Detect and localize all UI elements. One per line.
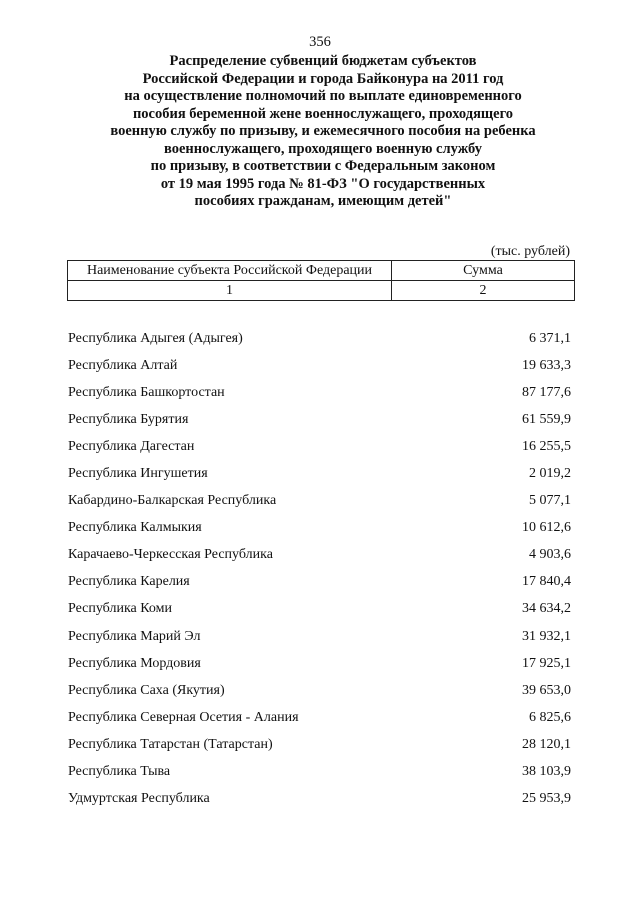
table-row	[68, 704, 571, 731]
unit-label: (тыс. рублей)	[490, 244, 570, 259]
table-row	[68, 515, 571, 542]
title-line: пособия беременной жене военнослужащего, проходящего	[132, 105, 514, 122]
title-line: по призыву, в соответствии с Федеральным законом	[150, 158, 496, 174]
table-row	[68, 542, 571, 569]
subject-name: Республика Бурятия	[68, 411, 189, 427]
subject-sum: 87 177,6	[522, 384, 571, 400]
table-row	[68, 406, 571, 433]
title-line: от 19 мая 1995 года № 81-ФЗ "О государственных	[160, 175, 486, 192]
subject-name: Республика Ингушетия	[68, 466, 208, 482]
table-header	[67, 260, 575, 301]
table-row	[68, 731, 571, 758]
subject-sum: 5 077,1	[529, 493, 571, 509]
table-row	[68, 379, 571, 406]
subject-sum: 31 932,1	[522, 628, 571, 644]
subject-name: Республика Марий Эл	[68, 628, 201, 644]
title-line: на осуществление полномочий по выплате единовременного	[124, 88, 522, 104]
subject-sum: 34 634,2	[522, 601, 571, 617]
table-row	[68, 623, 571, 650]
subject-name: Республика Дагестан	[68, 438, 195, 454]
table-row	[68, 325, 571, 352]
subject-sum: 17 840,4	[522, 574, 571, 590]
title-line: Российской Федерации и города Байконура на 2011 год	[142, 70, 504, 87]
table-row	[68, 488, 571, 515]
subject-name: Удмуртская Республика	[68, 791, 210, 807]
subject-name: Карачаево-Черкесская Республика	[68, 547, 273, 563]
subject-name: Республика Адыгея (Адыгея)	[68, 330, 243, 346]
subject-sum: 6 371,1	[529, 330, 571, 346]
subject-name: Республика Татарстан (Татарстан)	[68, 736, 273, 752]
subject-sum: 19 633,3	[522, 357, 571, 373]
subject-name: Кабардино-Балкарская Республика	[68, 493, 277, 509]
subject-sum: 25 953,9	[522, 791, 571, 807]
subject-name: Республика Калмыкия	[68, 520, 202, 536]
column-number-2: 2	[392, 281, 575, 301]
subject-sum: 61 559,9	[522, 411, 571, 427]
table-row	[68, 352, 571, 379]
table-row	[68, 759, 571, 786]
subject-name: Республика Северная Осетия - Алания	[68, 709, 299, 725]
subject-sum: 39 653,0	[522, 682, 571, 698]
title-line: военнослужащего, проходящего военную службу	[164, 140, 482, 157]
column-number-row	[68, 281, 575, 301]
subject-name: Республика Тыва	[68, 764, 171, 780]
table-row	[68, 596, 571, 623]
subject-name: Республика Саха (Якутия)	[68, 682, 225, 698]
subject-name: Республика Карелия	[68, 574, 190, 590]
table-row	[68, 460, 571, 487]
subject-sum: 6 825,6	[529, 709, 571, 725]
header-row	[68, 261, 575, 281]
table-row	[68, 650, 571, 677]
subject-name: Республика Коми	[68, 601, 172, 617]
subject-list	[68, 325, 571, 813]
column-number-1: 1	[68, 281, 392, 301]
table-row	[68, 786, 571, 813]
document-title	[70, 53, 576, 211]
title-line: военную службу по призыву, и ежемесячного пособия на ребенка	[110, 123, 536, 139]
subject-sum: 4 903,6	[529, 547, 571, 563]
page-number: 356	[309, 34, 331, 50]
table-row	[68, 569, 571, 596]
table-row	[68, 433, 571, 460]
title-line: Распределение субвенций бюджетам субъектов	[169, 53, 477, 69]
header-sum: Сумма	[392, 261, 575, 281]
table-row	[68, 677, 571, 704]
subject-name: Республика Башкортостан	[68, 384, 225, 400]
subject-sum: 17 925,1	[522, 655, 571, 671]
subject-sum: 38 103,9	[522, 764, 571, 780]
subject-name: Республика Мордовия	[68, 655, 201, 671]
subject-sum: 28 120,1	[522, 736, 571, 752]
title-line: пособиях гражданам, имеющим детей"	[194, 193, 452, 209]
subject-name: Республика Алтай	[68, 357, 178, 373]
subject-sum: 16 255,5	[522, 438, 571, 454]
subject-sum: 10 612,6	[522, 520, 571, 536]
header-subject-name: Наименование субъекта Российской Федерации	[68, 261, 392, 281]
subject-sum: 2 019,2	[529, 466, 571, 482]
